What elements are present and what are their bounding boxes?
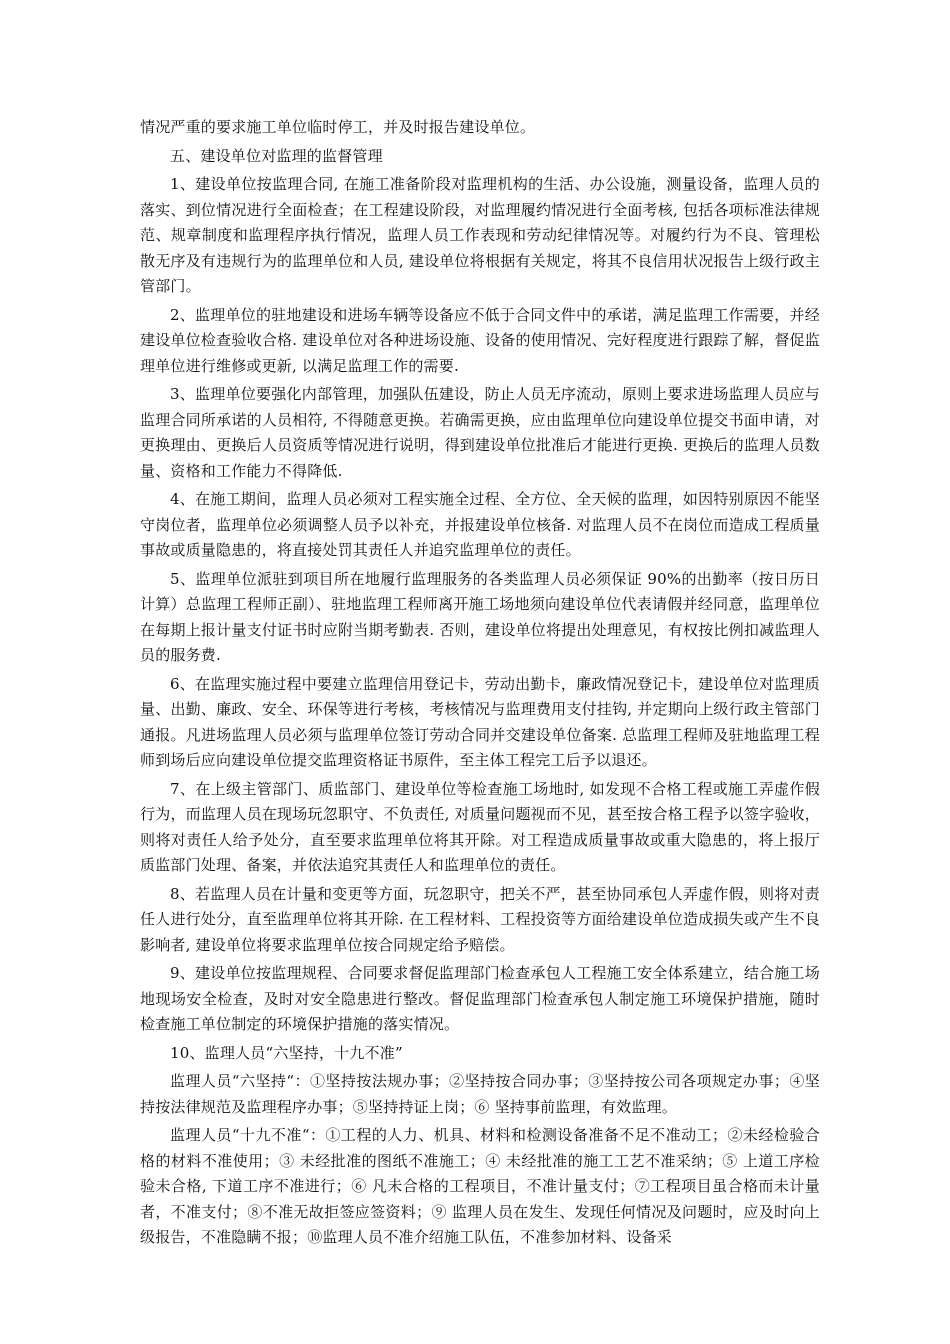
- paragraph-item-2: 2、监理单位的驻地建设和进场车辆等设备应不低于合同文件中的承诺，满足监理工作需要，并经建设单位检查验收合格. 建设单位对各种进场设施、设备的使用情况、完好程度进行跟踪了解，督促监理单位进行维修或更新, 以满足监理工作的需要.: [140, 305, 820, 375]
- paragraph-item-10-heading: 10、监理人员“六坚持，十九不准”: [170, 1043, 403, 1062]
- paragraph-continuation: 情况严重的要求施工单位临时停工，并及时报告建设单位。: [140, 118, 536, 136]
- paragraph-item-8: 8、若监理人员在计量和变更等方面，玩忽职守，把关不严，甚至协同承包人弄虚作假，则将对责任人进行处分，直至监理单位将其开除. 在工程材料、工程投资等方面给建设单位造成损失或产生不良影响者, 建设单位将要求监理单位按合同规定给予赔偿。: [140, 884, 820, 954]
- paragraph-item-6: 6、在监理实施过程中要建立监理信用登记卡，劳动出勤卡，廉政情况登记卡，建设单位对监理质量、出勤、廉政、安全、环保等进行考核，考核情况与监理费用支付挂钩, 并定期向上级行政主管部门通报。凡进场监理人员必须与监理单位签订劳动合同并交建设单位备案. 总监理工程师及驻地监理工程师到场后应向建设单位提交监理资格证书原件，至主体工程完工后予以退还。: [140, 674, 820, 769]
- paragraph-item-1: 1、建设单位按监理合同, 在施工准备阶段对监理机构的生活、办公设施，测量设备，监理人员的落实、到位情况进行全面检查；在工程建设阶段，对监理履约情况进行全面考核, 包括各项标准法律规范、规章制度和监理程序执行情况，监理人员工作表现和劳动纪律情况等。对履约行为不良、管理松散无序及有违规行为的监理单位和人员, 建设单位将根据有关规定，将其不良信用状况报告上级行政主管部门。: [140, 175, 820, 295]
- paragraph-item-9: 9、建设单位按监理规程、合同要求督促监理部门检查承包人工程施工安全体系建立，结合施工场地现场安全检查，及时对安全隐患进行整改。督促监理部门检查承包人制定施工环境保护措施，随时检查施工单位制定的环境保护措施的落实情况。: [140, 964, 820, 1033]
- paragraph-nineteen-prohibit: 监理人员“十九不准“：①工程的人力、机具、材料和检测设备准备不足不准动工；②未经检验合格的材料不准使用；③ 未经批准的图纸不准施工；④ 未经批准的施工工艺不准采纳；⑤ 上道工序检验未合格, 下道工序不准进行；⑥ 凡未合格的工程项目，不准计量支付；⑦工程项目虽合格而未计量者，不准支付；⑧不准无故拒签应签资料；⑨ 监理人员在发生、发现任何情况及问题时，应及时向上级报告，不准隐瞒不报；⑩监理人员不准介绍施工队伍，不准参加材料、设备采: [140, 1126, 820, 1246]
- paragraph-item-5: 5、监理单位派驻到项目所在地履行监理服务的各类监理人员必须保证 90%的出勤率（按日历日计算）总监理工程师正副）、驻地监理工程师离开施工场地须向建设单位代表请假并经同意，监理单位在每期上报计量支付证书时应附当期考勤表. 否则，建设单位将提出处理意见，有权按比例扣减监理人员的服务费.: [140, 569, 820, 664]
- paragraph-six-persist: 监理人员“六坚持“：①坚持按法规办事；②坚持按合同办事；③坚持按公司各项规定办事；④坚持按法律规范及监理程序办事；⑤坚持持证上岗；⑥ 坚持事前监理，有效监理。: [140, 1072, 820, 1116]
- paragraph-item-4: 4、在施工期间，监理人员必须对工程实施全过程、全方位、全天候的监理，如因特别原因不能坚守岗位者，监理单位必须调整人员予以补充，并报建设单位核备. 对监理人员不在岗位而造成工程质量事故或质量隐患的，将直接处罚其责任人并追究监理单位的责任。: [140, 490, 820, 559]
- paragraph-item-7: 7、在上级主管部门、质监部门、建设单位等检查施工场地时, 如发现不合格工程或施工弄虚作假行为，而监理人员在现场玩忽职守、不负责任, 对质量问题视而不见，甚至按合格工程予以签字验收，则将对责任人给予处分，直至要求监理单位将其开除。对工程造成质量事故或重大隐患的，将上报厅质监部门处理、备案，并依法追究其责任人和监理单位的责任。: [140, 779, 820, 874]
- paragraph-item-3: 3、监理单位要强化内部管理，加强队伍建设，防止人员无序流动，原则上要求进场监理人员应与监理合同所承诺的人员相符, 不得随意更换。若确需更换，应由监理单位向建设单位提交书面申请，对更换理由、更换后人员资质等情况进行说明，得到建设单位批准后才能进行更换. 更换后的监理人员数量、资格和工作能力不得降低.: [140, 385, 820, 480]
- section-heading: 五、建设单位对监理的监督管理: [170, 146, 383, 165]
- document-body: [140, 115, 820, 1254]
